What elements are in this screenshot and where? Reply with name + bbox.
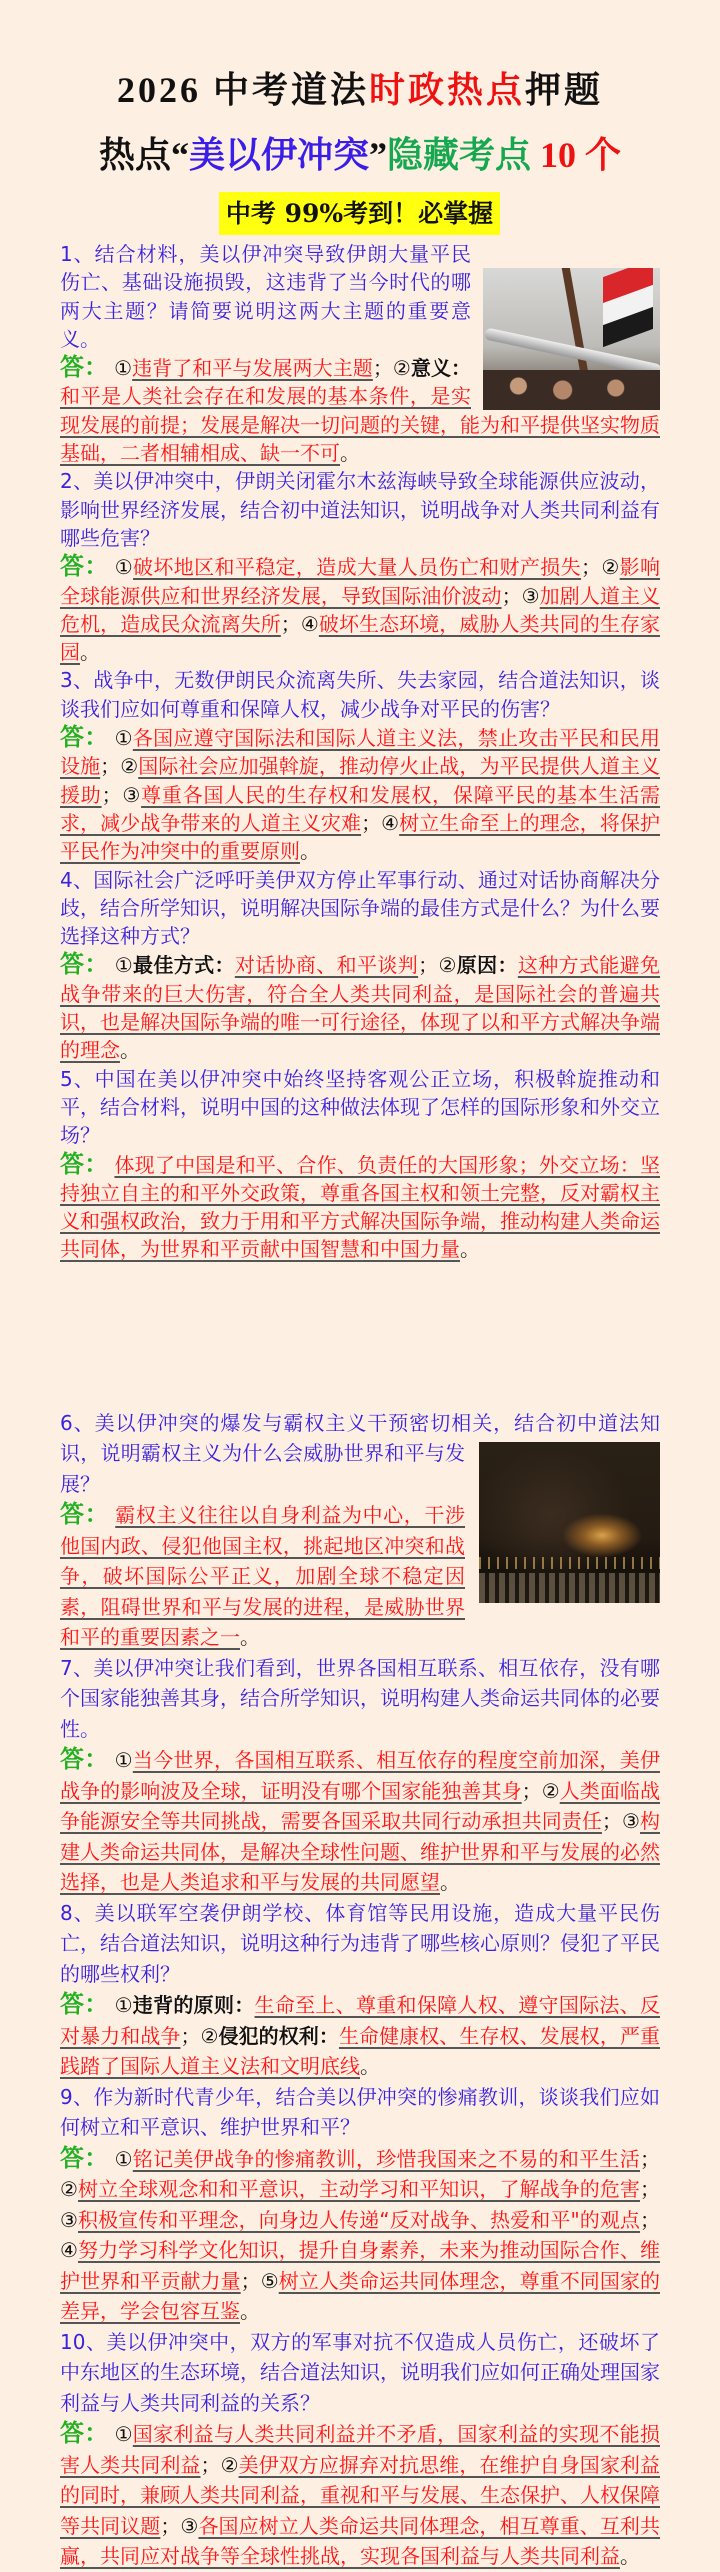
question-text: 5、中国在美以伊冲突中始终坚持客观公正立场，积极斡旋推动和平，结合材料，说明中国的这种做法体现了怎样的国际形象和外交立场？: [60, 1066, 660, 1148]
answer-key-point: 积极宣传和平理念，向身边人传递“反对战争、热爱和平"的观点: [78, 2207, 640, 2232]
answer-punctuation: 。: [340, 441, 360, 466]
questions-section-2: [60, 1408, 660, 2572]
question-6: [60, 1408, 660, 1653]
answer-mark: 答：: [60, 1149, 109, 1178]
question-9: [60, 2082, 660, 2327]
question-text: 10、美以伊冲突中，双方的军事对抗不仅造成人员伤亡，还破坏了中东地区的生态环境，结合道法知识，说明我们应如何正确处理国家利益与人类共同利益的关系？: [60, 2329, 660, 2415]
answer-punctuation: ①: [114, 356, 133, 381]
title-suffix: 押题: [525, 70, 604, 110]
answer-key-point: 违背了和平与发展两大主题: [132, 356, 373, 381]
answer-mark: 答：: [60, 2143, 109, 2172]
answer-punctuation: ①: [114, 555, 134, 580]
answer-punctuation: ；③: [501, 583, 540, 608]
answer-punctuation: ；④: [280, 611, 319, 636]
answer-punctuation: ①: [114, 953, 134, 978]
answer-punctuation: 。: [460, 1237, 480, 1262]
answer-punctuation: ；②: [372, 356, 411, 381]
page-title: [0, 66, 720, 114]
answer-punctuation: ；③: [101, 782, 142, 807]
questions-section-1: [60, 240, 660, 1264]
answer-7: [60, 1744, 660, 1898]
question-1: [60, 240, 660, 467]
answer-key-point: 当今世界，各国相互联系、相互依存的程度空前加深，美伊战争的影响波及全球，证明没有哪个国家能独善其身: [60, 1748, 660, 1803]
highlight-banner: 中考 99%考到！必掌握: [219, 192, 500, 235]
answer-9: [60, 2143, 660, 2327]
answer-key-point: 这种方式能避免战争带来的巨大伤害，符合全人类共同利益，是国际社会的普遍共识，也是解决国际争端的唯一可行途径，体现了以和平方式解决争端的理念: [60, 953, 661, 1063]
answer-punctuation: ；②: [521, 1778, 560, 1803]
page-subtitle: [0, 131, 720, 179]
photo-lights: [479, 1557, 660, 1569]
answer-key-point: 生命至上、尊重和保障人权、遵守国际法、反对暴力和战争: [60, 1993, 661, 2048]
answer-punctuation: ；②: [418, 953, 457, 978]
question-7: [60, 1653, 660, 1898]
answer-mark: 答：: [60, 1990, 109, 2019]
answer-8: [60, 1989, 660, 2082]
answer-key-point: 尊重各国人民的生存权和发展权，保障平民的基本生活需求，减少战争带来的人道主义灾难: [60, 782, 661, 835]
answer-key-point: 对话协商、和平谈判: [234, 953, 419, 978]
answer-key-point: 国际社会应加强斡旋，推动停火止战，为平民提供人道主义援助: [60, 754, 661, 807]
answer-punctuation: 。: [80, 640, 100, 665]
question-2: [60, 467, 660, 666]
answer-punctuation: 。: [240, 2299, 260, 2324]
answer-punctuation: ；③: [60, 2177, 661, 2232]
answer-4: [60, 950, 660, 1064]
answer-key-point: 努力学习科学文化知识，提升自身素养，未来为推动国际合作、维护世界和平贡献力量: [60, 2238, 661, 2293]
photo-city: [479, 1573, 660, 1603]
answer-punctuation: ①: [114, 2146, 133, 2171]
photo-crowd: [483, 370, 660, 410]
answer-key-point: 影响全球能源供应和世界经济发展，导致国际油价波动: [60, 555, 661, 608]
question-list: [60, 240, 660, 2572]
answer-3: [60, 723, 660, 865]
answer-key-point: 人类面临战争能源安全等共同挑战，需要各国采取共同行动承担共同责任: [60, 1778, 661, 1834]
answer-label: 原因：: [456, 953, 518, 978]
question-text: 7、美以伊冲突让我们看到，世界各国相互联系、相互依存，没有哪个国家能独善其身，结合所学知识，说明构建人类命运共同体的必要性。: [60, 1655, 660, 1741]
answer-key-point: 美伊双方应摒弃对抗思维，在维护自身国家利益的同时，兼顾人类共同利益，重视和平与发展、生态保护、人权保障等共同议题: [60, 2452, 661, 2538]
question-text: 6、美以伊冲突的爆发与霸权主义干预密切相关，结合初中道法知识，说明霸权主义为什么会威胁世界和平与发展？: [60, 1410, 660, 1496]
answer-10: [60, 2418, 660, 2572]
answer-punctuation: 。: [120, 1038, 140, 1063]
answer-punctuation: ①: [114, 1993, 133, 2018]
answer-punctuation: ；②: [100, 754, 139, 779]
answer-mark: 答：: [60, 2419, 109, 2448]
question-3: [60, 666, 660, 865]
answer-key-point: 加剧人道主义危机，造成民众流离失所: [60, 583, 661, 636]
answer-key-point: 国家利益与人类共同利益并不矛盾，国家利益的实现不能损害人类共同利益: [60, 2422, 660, 2477]
answer-punctuation: ；③: [601, 1809, 640, 1834]
photo-yemen-flag-rocket: [483, 268, 660, 410]
question-10: [60, 2327, 660, 2572]
question-4: [60, 866, 660, 1065]
answer-mark: 答：: [60, 723, 109, 752]
answer-key-point: 破坏地区和平稳定，造成大量人员伤亡和财产损失: [133, 555, 581, 580]
answer-label: 违背的原则：: [132, 1993, 255, 2018]
answer-punctuation: ；④: [60, 2207, 660, 2263]
answer-key-point: 生命健康权、生存权、发展权，严重践踏了国际人道主义法和文明底线: [60, 2023, 661, 2079]
photo-night-explosion: [479, 1442, 660, 1603]
answer-mark: 答：: [60, 353, 109, 382]
answer-key-point: 霸权主义往往以自身利益为中心，干涉他国内政、侵犯他国主权，挑起地区冲突和战争，破坏国际公平正义，加剧全球不稳定因素，阻碍世界和平与发展的进程，是威胁世界和平的重要因素之一: [60, 1503, 466, 1650]
answer-punctuation: ；②: [60, 2146, 660, 2202]
answer-key-point: 树立生命至上的理念，将保护平民作为冲突中的重要原则: [60, 810, 661, 864]
answer-2: [60, 552, 660, 666]
title-prefix: 2026 中考道法: [116, 70, 369, 110]
answer-punctuation: 。: [240, 1625, 260, 1650]
subtitle-topic: 美以伊冲突: [188, 135, 369, 175]
subtitle-green: 隐藏考点: [387, 135, 532, 175]
question-5: [60, 1065, 660, 1264]
answer-key-point: 破坏生态环境，威胁人类共同的生存家园: [60, 611, 661, 665]
subtitle-mid: ”: [369, 135, 387, 175]
answer-punctuation: 。: [300, 839, 320, 864]
answer-punctuation: 。: [440, 1870, 460, 1895]
answer-mark: 答：: [60, 1500, 110, 1529]
answer-mark: 答：: [60, 552, 109, 581]
answer-key-point: 树立人类命运共同体理念，尊重不同国家的差异，学会包容互鉴: [60, 2268, 660, 2324]
title-highlight: 时政热点: [368, 70, 525, 110]
answer-key-point: 各国应遵守国际法和国际人道主义法，禁止攻击平民和民用设施: [60, 726, 660, 779]
question-text: 2、美以伊冲突中，伊朗关闭霍尔木兹海峡导致全球能源供应波动，影响世界经济发展，结合初中道法知识，说明战争对人类共同利益有哪些危害？: [60, 469, 660, 550]
answer-punctuation: ；④: [361, 810, 400, 835]
answer-mark: 答：: [60, 950, 109, 979]
subtitle-prefix: 热点“: [98, 135, 189, 175]
answer-key-point: 各国应树立人类命运共同体理念，相互尊重、互利共赢，共同应对战争等全球性挑战，实现各国利益与人类共同利益: [60, 2513, 661, 2569]
answer-punctuation: ；②: [200, 2452, 239, 2477]
answer-punctuation: ①: [114, 2422, 133, 2447]
answer-key-point: 树立全球观念和和平意识，主动学习和平知识，了解战争的危害: [78, 2177, 641, 2202]
answer-key-point: 构建人类命运共同体，是解决全球性问题、维护世界和平与发展的必然选择，也是人类追求和平与发展的共同愿望: [60, 1809, 660, 1895]
question-text: 9、作为新时代青少年，结合美以伊冲突的惨痛教训，谈谈我们应如何树立和平意识、维护世界和平？: [60, 2084, 660, 2140]
question-text: 8、美以联军空袭伊朗学校、体育馆等民用设施，造成大量平民伤亡，结合道法知识，说明这种行为违背了哪些核心原则？侵犯了平民的哪些权利？: [60, 1900, 660, 1986]
answer-punctuation: ；②: [581, 555, 620, 580]
answer-key-point: 体现了中国是和平、合作、负责任的大国形象；外交立场：坚持独立自主的和平外交政策，尊重各国主权和领土完整，反对霸权主义和强权政治，致力于用和平方式解决国际争端，推动构建人类命运共同体，为世界和平贡献中国智慧和中国力量: [60, 1152, 661, 1262]
subtitle-count: 10 个: [531, 135, 622, 175]
answer-5: [60, 1150, 660, 1264]
answer-punctuation: ；②: [180, 2023, 219, 2048]
question-text: 3、战争中，无数伊朗民众流离失所、失去家园，结合道法知识，谈谈我们应如何尊重和保障人权，减少战争对平民的伤害？: [60, 668, 660, 721]
answer-key-point: 铭记美伊战争的惨痛教训，珍惜我国来之不易的和平生活: [132, 2146, 640, 2171]
question-text: 1、结合材料，美以伊冲突导致伊朗大量平民伤亡、基础设施损毁，这违背了当今时代的哪两大主题？请简要说明这两大主题的重要意义。: [60, 242, 471, 351]
question-text: 4、国际社会广泛呼吁美伊双方停止军事行动、通过对话协商解决分歧，结合所学知识，说明解决国际争端的最佳方式是什么？为什么要选择这种方式？: [60, 867, 660, 949]
answer-label: 侵犯的权利：: [218, 2023, 339, 2048]
answer-label: 最佳方式：: [133, 953, 235, 978]
question-8: [60, 1898, 660, 2082]
answer-punctuation: ；⑤: [240, 2268, 279, 2293]
answer-punctuation: ①: [114, 726, 133, 751]
answer-punctuation: ①: [114, 1748, 133, 1773]
answer-mark: 答：: [60, 1745, 109, 1774]
answer-label: 意义：: [410, 356, 472, 381]
answer-punctuation: 。: [620, 2544, 640, 2569]
answer-key-point: 和平是人类社会存在和发展的基本条件，是实现发展的前提；发展是解决一切问题的关键，能为和平提供坚实物质基础，二者相辅相成、缺一不可: [60, 384, 660, 466]
answer-punctuation: ；③: [160, 2513, 199, 2538]
answer-punctuation: 。: [360, 2054, 380, 2079]
